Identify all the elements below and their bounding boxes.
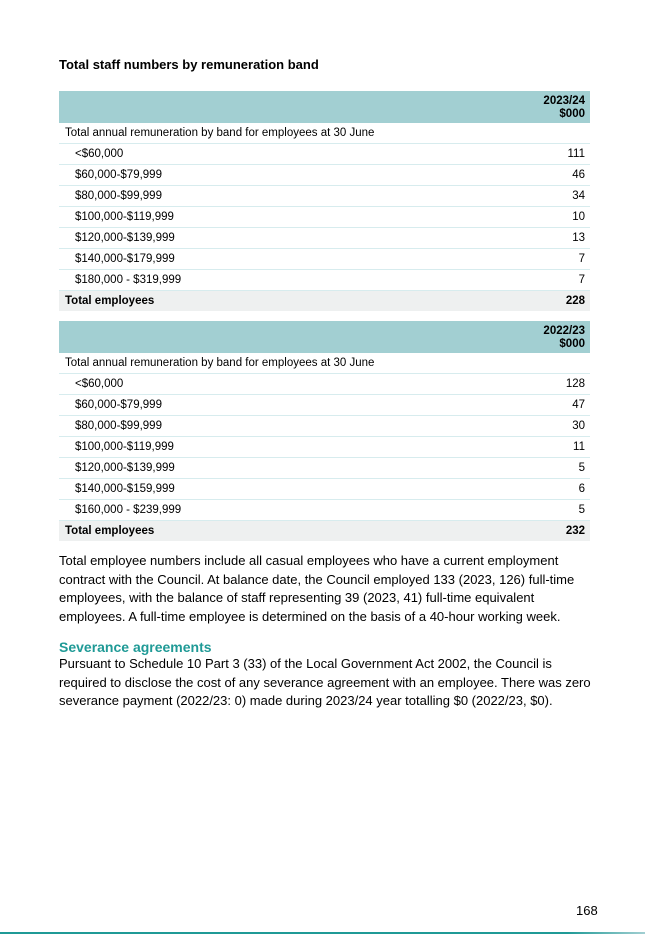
- band-value: 34: [502, 186, 590, 207]
- table-row: [59, 207, 590, 228]
- table-row: [59, 186, 590, 207]
- band-label: <$60,000: [59, 374, 502, 395]
- total-label: Total employees: [59, 521, 502, 542]
- band-value: 7: [502, 270, 590, 291]
- band-label: $80,000-$99,999: [59, 416, 502, 437]
- band-label: $180,000 - $319,999: [59, 270, 502, 291]
- severance-paragraph: Pursuant to Schedule 10 Part 3 (33) of the Local Government Act 2002, the Council is required to disclose the cost of any severance agreement with an employee. There was zero severance payment (2022/23: 0) made during 2023/24 year totalling $0 (2022/23, $0).: [59, 656, 591, 708]
- table-caption: Total annual remuneration by band for employees at 30 June: [59, 353, 590, 374]
- band-label: <$60,000: [59, 144, 502, 165]
- band-value: 10: [502, 207, 590, 228]
- table-row: [59, 374, 590, 395]
- total-value: 228: [502, 291, 590, 312]
- band-label: $60,000-$79,999: [59, 395, 502, 416]
- table-row: [59, 144, 590, 165]
- page-number: 168: [576, 903, 598, 918]
- severance-heading: Severance agreements: [59, 639, 212, 655]
- band-value: 6: [502, 479, 590, 500]
- band-value: 128: [502, 374, 590, 395]
- table-row: [59, 228, 590, 249]
- unit-heading: $000: [559, 108, 585, 120]
- band-label: $160,000 - $239,999: [59, 500, 502, 521]
- table-row: [59, 165, 590, 186]
- band-label: $120,000-$139,999: [59, 458, 502, 479]
- band-label: $80,000-$99,999: [59, 186, 502, 207]
- table-caption: Total annual remuneration by band for employees at 30 June: [59, 123, 590, 144]
- band-value: 47: [502, 395, 590, 416]
- table-row: [59, 479, 590, 500]
- employee-numbers-paragraph: Total employee numbers include all casual employees who have a current employment contract with the Council. At balance date, the Council employed 133 (2023, 126) full-time employees, with the balance of staff representing 39 (2023, 41) full-time equivalent employees. A full-time employee is determined on the basis of a 40-hour working week.: [59, 553, 575, 624]
- page-title: Total staff numbers by remuneration band: [59, 57, 319, 72]
- band-value: 46: [502, 165, 590, 186]
- band-value: 5: [502, 458, 590, 479]
- band-label: $140,000-$179,999: [59, 249, 502, 270]
- band-label: $120,000-$139,999: [59, 228, 502, 249]
- table-header-cell: [59, 91, 590, 123]
- year-heading: 2022/23: [543, 325, 585, 337]
- unit-heading: $000: [559, 338, 585, 350]
- table-caption-row: [59, 123, 590, 144]
- band-value: 13: [502, 228, 590, 249]
- remuneration-table-2023-24: [59, 91, 590, 311]
- table-row: [59, 437, 590, 458]
- total-row: [59, 291, 590, 312]
- table-header-row: [59, 321, 590, 353]
- band-label: $60,000-$79,999: [59, 165, 502, 186]
- table-row: [59, 395, 590, 416]
- table-row: [59, 416, 590, 437]
- band-value: 5: [502, 500, 590, 521]
- band-value: 30: [502, 416, 590, 437]
- band-value: 111: [502, 144, 590, 165]
- band-value: 11: [502, 437, 590, 458]
- table-row: [59, 458, 590, 479]
- table-header-row: [59, 91, 590, 123]
- table-header-cell: [59, 321, 590, 353]
- remuneration-table-2022-23: [59, 321, 590, 541]
- total-row: [59, 521, 590, 542]
- table-row: [59, 249, 590, 270]
- total-value: 232: [502, 521, 590, 542]
- table-row: [59, 270, 590, 291]
- band-label: $100,000-$119,999: [59, 207, 502, 228]
- total-label: Total employees: [59, 291, 502, 312]
- table-row: [59, 500, 590, 521]
- band-value: 7: [502, 249, 590, 270]
- band-label: $140,000-$159,999: [59, 479, 502, 500]
- band-label: $100,000-$119,999: [59, 437, 502, 458]
- table-caption-row: [59, 353, 590, 374]
- year-heading: 2023/24: [543, 95, 585, 107]
